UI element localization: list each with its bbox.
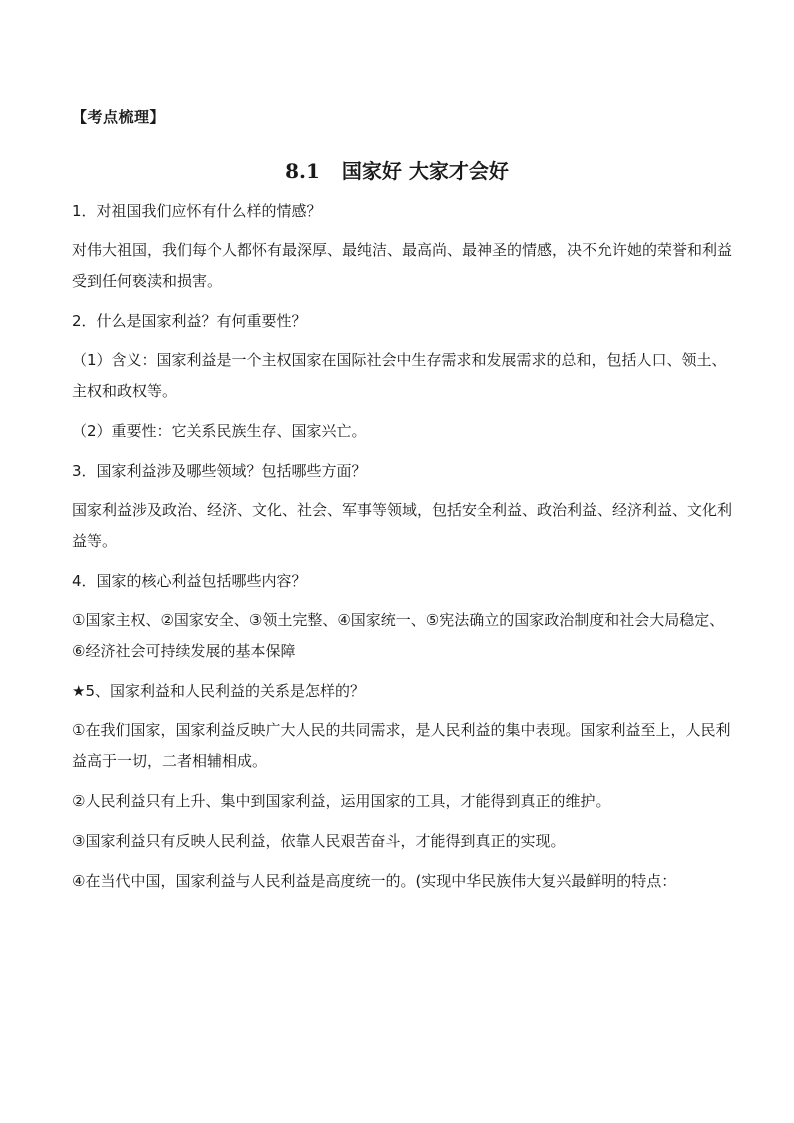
answer-1: 对伟大祖国，我们每个人都怀有最深厚、最纯洁、最高尚、最神圣的情感，决不允许她的荣誉和利益受到任何亵渎和损害。	[72, 241, 733, 290]
question-3: 3．国家利益涉及哪些领域？包括哪些方面？	[72, 462, 367, 480]
page-title	[0, 155, 794, 184]
section-label: 【考点梳理】	[72, 108, 166, 126]
content-body	[72, 196, 732, 906]
title-number: 8.1	[285, 159, 320, 183]
answer-5-point-2: ②人民利益只有上升、集中到国家利益，运用国家的工具，才能得到真正的维护。	[72, 792, 611, 810]
answer-5-point-4: ④在当代中国，国家利益与人民利益是高度统一的。(实现中华民族伟大复兴最鲜明的特点：	[72, 872, 677, 890]
question-4: 4．国家的核心利益包括哪些内容？	[72, 572, 307, 590]
title-text: 国家好 大家才会好	[341, 159, 509, 183]
answer-2-definition: （1）含义：国家利益是一个主权国家在国际社会中生存需求和发展需求的总和，包括人口、领土、主权和政权等。	[72, 351, 727, 400]
answer-4: ①国家主权、②国家安全、③领土完整、④国家统一、⑤宪法确立的国家政治制度和社会大局稳定、⑥经济社会可持续发展的基本保障	[72, 611, 725, 660]
answer-5-point-1: ①在我们国家，国家利益反映广大人民的共同需求，是人民利益的集中表现。国家利益至上，人民利益高于一切，二者相辅相成。	[72, 721, 731, 770]
answer-2-importance: （2）重要性：它关系民族生存、国家兴亡。	[72, 422, 367, 440]
question-2: 2．什么是国家利益？有何重要性？	[72, 312, 307, 330]
answer-3: 国家利益涉及政治、经济、文化、社会、军事等领域，包括安全利益、政治利益、经济利益、文化利益等。	[72, 501, 733, 550]
answer-5-point-3: ③国家利益只有反映人民利益，依靠人民艰苦奋斗，才能得到真正的实现。	[72, 832, 566, 850]
question-1: 1．对祖国我们应怀有什么样的情感？	[72, 202, 322, 220]
question-5: ★5、国家利益和人民利益的关系是怎样的？	[72, 682, 365, 700]
